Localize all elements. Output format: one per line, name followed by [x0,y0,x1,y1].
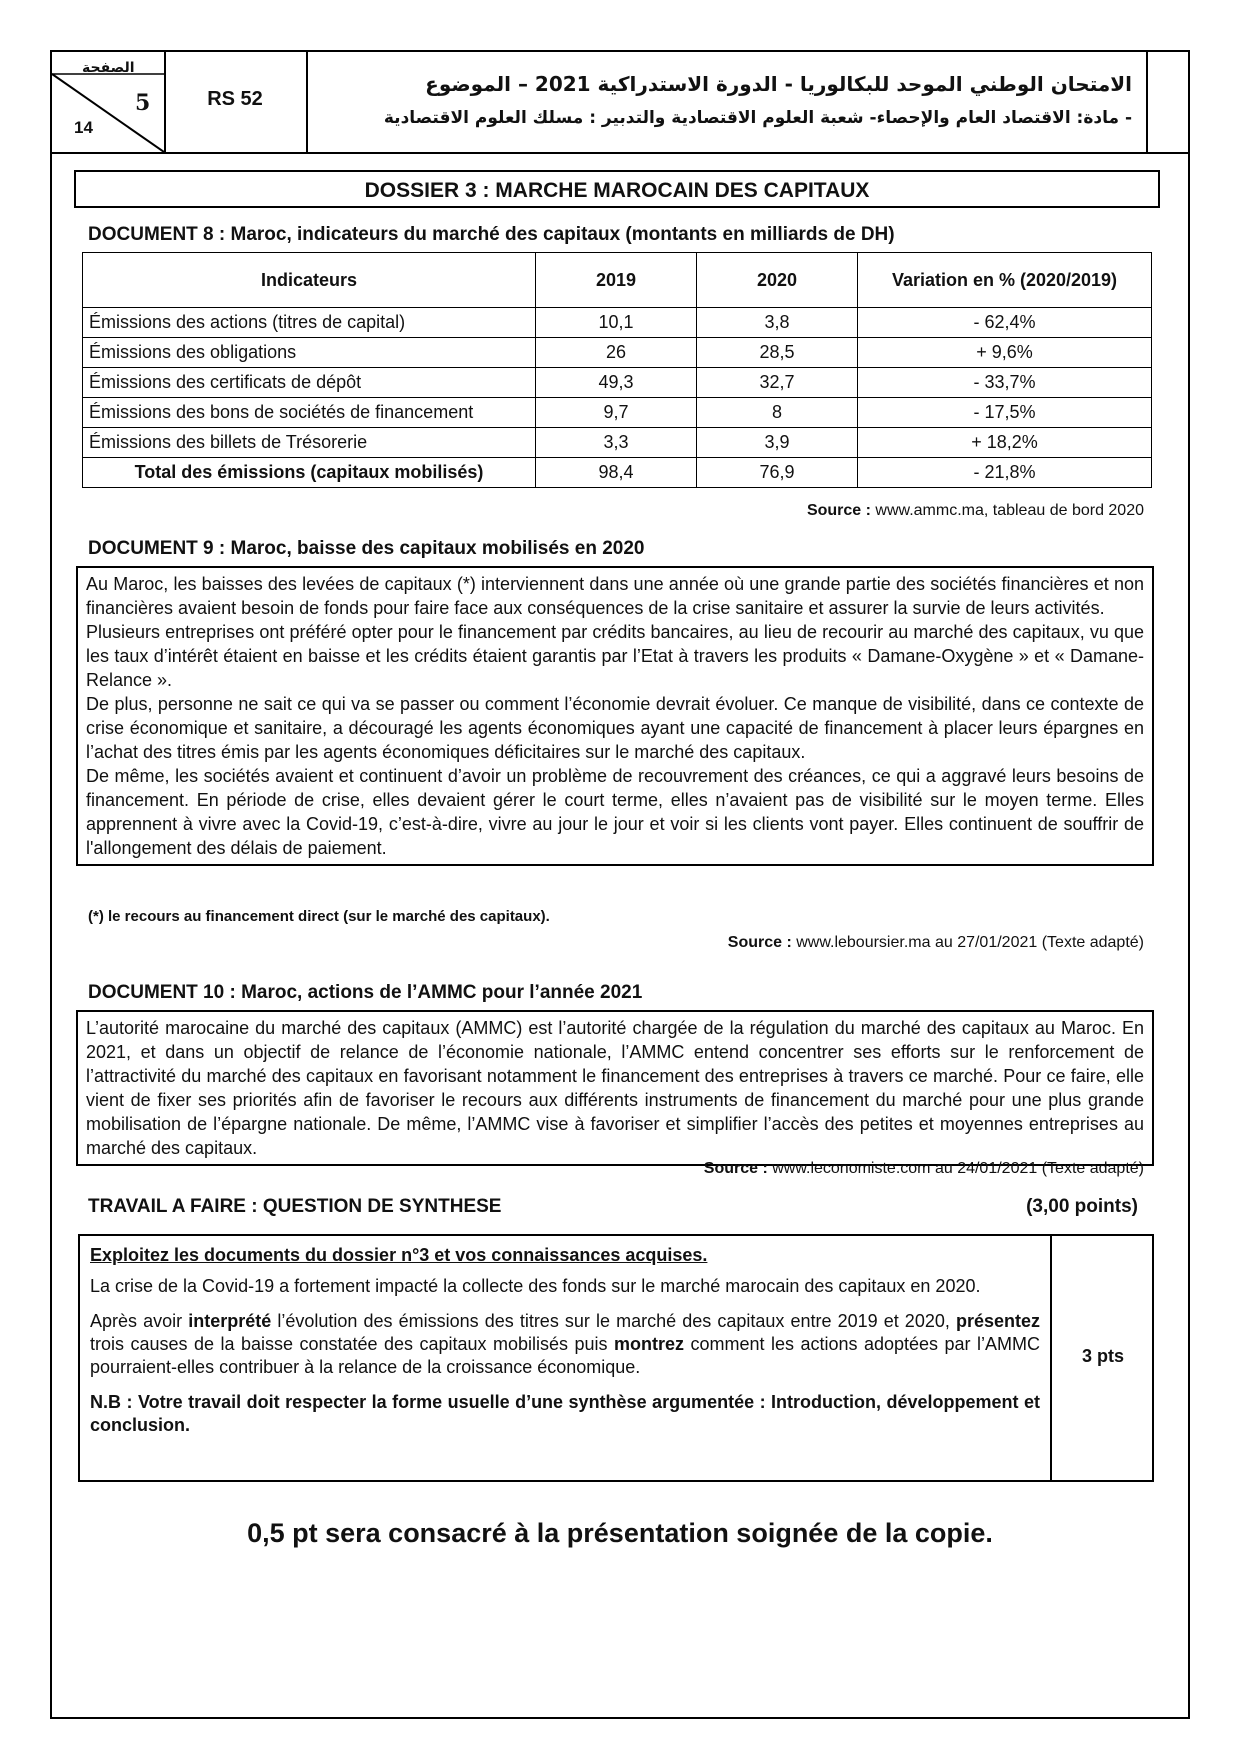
source-text: www.ammc.ma, tableau de bord 2020 [870,502,1144,519]
question [90,1310,1040,1379]
indicator-label: Émissions des bons de sociétés de financement [83,398,536,428]
indicator-label: Émissions des billets de Trésorerie [83,428,536,458]
total-variation: - 21,8% [858,458,1152,488]
paragraph: De même, les sociétés avaient et continuent d’avoir un problème de recouvrement des créances, ce qui a aggravé leurs besoins de financement. En période de crise, elles devaient gérer le court terme, elles n’avaient pas de visibilité sur le moyen terme. Elles apprennent à vivre avec la Covid-19, c’est-à-dire, vivre au jour le jour et voir si les clients vont payer. Elles continuent de souffrir de l'allongement des délais de paiement. [86,766,1144,858]
q-text: Après avoir [90,1311,189,1331]
value-2019: 26 [536,338,697,368]
paragraph: L’autorité marocaine du marché des capitaux (AMMC) est l’autorité chargée de la régulation du marché des capitaux au Maroc. En 2021, et dans un objectif de relance de l’économie nationale, l’AMMC entend concentrer ses efforts sur le renforcement de l’attractivité du marché des capitaux en favorisant notamment le financement des entreprises à travers ce marché. Pour ce faire, elle vient de fixer ses priorités afin de favoriser le recours aux différents instruments de financement du marché pour une plus grande mobilisation de l’épargne nationale. De même, l’AMMC vise à favoriser et simplifier l’accès des petites et moyennes entreprises au marché des capitaux. [86,1018,1144,1158]
q-keyword: interprété [188,1311,272,1331]
indicator-label: Émissions des certificats de dépôt [83,368,536,398]
paragraph: Au Maroc, les baisses des levées de capitaux (*) interviennent dans une année où une grande partie des sociétés financières et non financières avaient besoin de fonds pour faire face aux conséquences de la crise sanitaire et assurer la survie de leurs activités. [86,574,1144,618]
q-text: comment les actions adoptées par l’AMMC pourraient-elles contribuer à la relance de la croissance économique. [90,1334,1040,1377]
source-label: Source : [727,934,792,951]
page-number-cell [52,52,166,152]
score-cell: 3 pts [1081,1346,1124,1366]
source-text: www.leboursier.ma au 27/01/2021 (Texte adapté) [791,934,1144,951]
table-row [83,308,1152,338]
total-2019: 98,4 [536,458,697,488]
column-header: Indicateurs [83,253,536,308]
page-label: الصفحة [82,60,135,76]
document-10-title: DOCUMENT 10 : Maroc, actions de l’AMMC pour l’année 2021 [88,982,643,1003]
page-total: 14 [74,118,93,137]
value-2020: 3,8 [697,308,858,338]
document-9-title: DOCUMENT 9 : Maroc, baisse des capitaux mobilisés en 2020 [88,538,645,559]
variation: + 9,6% [858,338,1152,368]
context: La crise de la Covid-19 a fortement impacté la collecte des fonds sur le marché marocain des capitaux en 2020. [90,1276,981,1296]
exam-header [52,52,1188,154]
q-text: trois causes de la baisse constatée des capitaux mobilisés puis [90,1334,614,1354]
value-2020: 8 [697,398,858,428]
column-header: 2019 [536,253,697,308]
document-9-text [76,566,1154,866]
table-row [83,398,1152,428]
subject-code-cell [164,52,308,152]
value-2020: 32,7 [697,368,858,398]
document-8-source [807,502,1144,520]
task-points: (3,00 points) [1026,1196,1138,1217]
value-2019: 3,3 [536,428,697,458]
table-header-row [83,253,1152,308]
value-2020: 28,5 [697,338,858,368]
document-8-title: DOCUMENT 8 : Maroc, indicateurs du marché des capitaux (montants en milliards de DH) [88,224,895,245]
q-keyword: montrez [614,1334,685,1354]
task-heading [88,1196,1138,1218]
document-10-source [704,1160,1144,1178]
document-10-text [76,1010,1154,1166]
exam-title-cell [306,52,1148,152]
empty-cell [1146,52,1188,152]
presentation-note: 0,5 pt sera consacré à la présentation soignée de la copie. [247,1518,993,1548]
table-row [83,368,1152,398]
variation: - 62,4% [858,308,1152,338]
instruction: Exploitez les documents du dossier n°3 et vos connaissances acquises. [90,1245,708,1265]
variation: - 17,5% [858,398,1152,428]
dossier-title: DOSSIER 3 : MARCHE MAROCAIN DES CAPITAUX [74,170,1160,208]
source-text: www.leconomiste.com au 24/01/2021 (Texte adapté) [767,1160,1144,1177]
paragraph: Plusieurs entreprises ont préféré opter pour le financement par crédits bancaires, au lieu de recourir au marché des capitaux, vu que les taux d’intérêt étaient en baisse et les crédits étaient garantis par l’Etat à travers les produits « Damane-Oxygène » et « Damane-Relance ». [86,622,1144,690]
value-2020: 3,9 [697,428,858,458]
total-label: Total des émissions (capitaux mobilisés) [83,458,536,488]
question-box [78,1234,1154,1482]
column-header: 2020 [697,253,858,308]
exam-subtitle: - مادة: الاقتصاد العام والإحصاء- شعبة العلوم الاقتصادية والتدبير : مسلك العلوم الاقتصادية [383,108,1132,128]
table-row [83,338,1152,368]
indicators-table [82,252,1152,488]
variation: + 18,2% [858,428,1152,458]
value-2019: 49,3 [536,368,697,398]
indicator-label: Émissions des obligations [83,338,536,368]
column-header: Variation en % (2020/2019) [858,253,1152,308]
paragraph: De plus, personne ne sait ce qui va se passer ou comment l’économie devrait évoluer. Ce manque de visibilité, dans ce contexte de crise économique et sanitaire, a découragé les agents économiques ayant une capacité de financement à placer leurs épargnes en l’achat des titres émis par les agents économiques déficitaires sur le marché des capitaux. [86,694,1144,762]
value-2019: 10,1 [536,308,697,338]
total-row [83,458,1152,488]
source-label: Source : [703,1160,768,1177]
value-2019: 9,7 [536,398,697,428]
q-text: l’évolution des émissions des titres sur le marché des capitaux entre 2019 et 2020, [271,1311,956,1331]
q-keyword: présentez [955,1311,1040,1331]
variation: - 33,7% [858,368,1152,398]
question-text [80,1236,1052,1480]
document-9-source [728,934,1144,952]
nb-note: N.B : Votre travail doit respecter la forme usuelle d’une synthèse argumentée : Introduction, développement et conclusion. [90,1392,1040,1435]
table-row [83,428,1152,458]
footnote: (*) le recours au financement direct (sur le marché des capitaux). [88,908,550,925]
page-number: 5 [135,90,151,116]
source-label: Source : [806,502,871,519]
subject-code: RS 52 [207,88,263,110]
indicator-label: Émissions des actions (titres de capital) [83,308,536,338]
exam-title: الامتحان الوطني الموحد للبكالوريا - الدورة الاستدراكية 2021 – الموضوع [425,72,1132,96]
total-2020: 76,9 [697,458,858,488]
task-title: TRAVAIL A FAIRE : QUESTION DE SYNTHESE [88,1196,502,1217]
